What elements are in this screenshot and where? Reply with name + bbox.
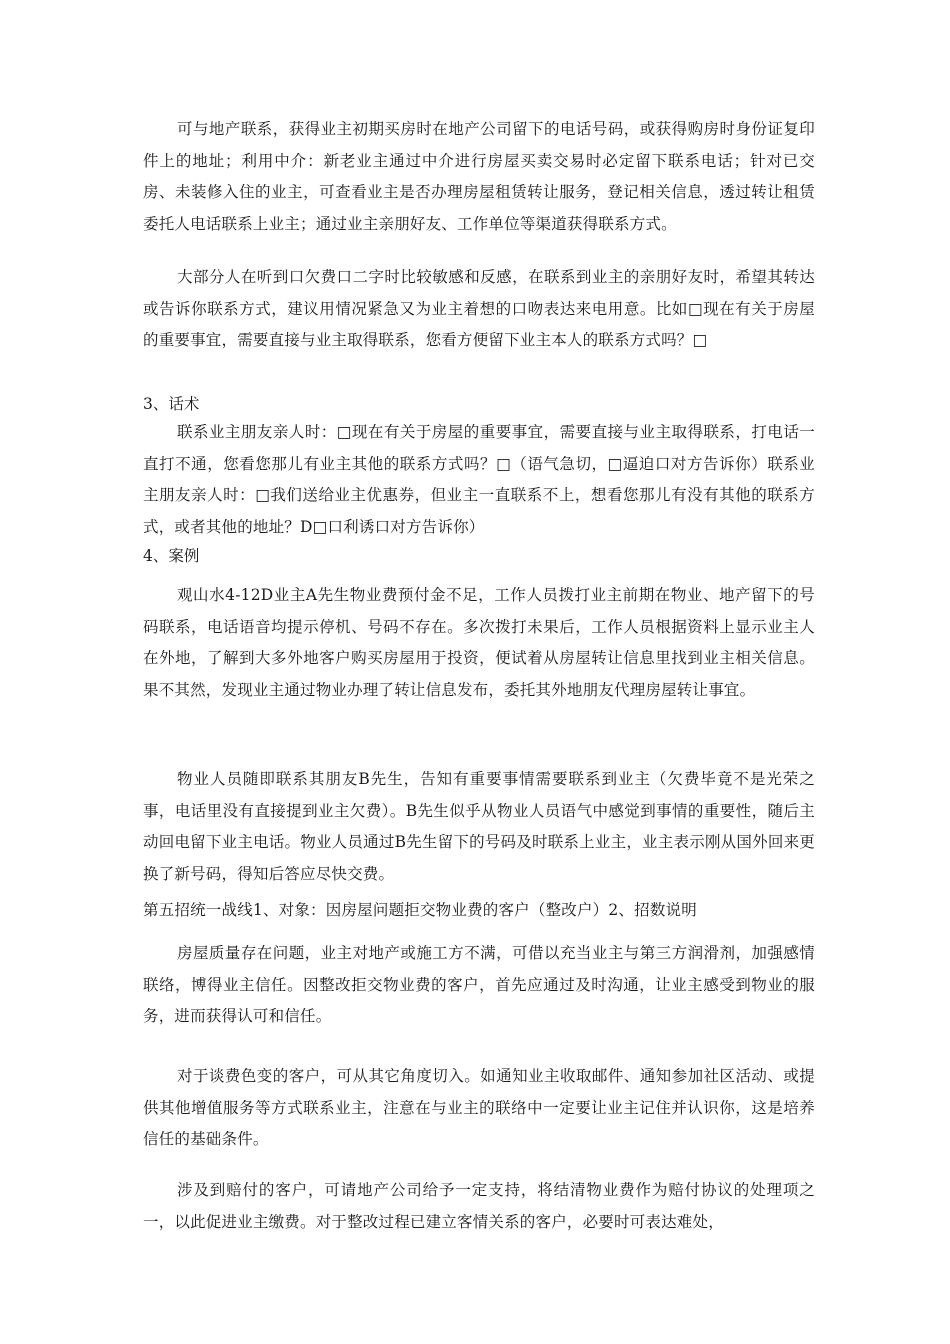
paragraph-alternative-approach: 对于谈费色变的客户，可从其它角度切入。如通知业主收取邮件、通知参加社区活动、或提供其他增值服务等方式联系业主，注意在与业主的联络中一定要让业主记住并认识你，这是培养信任的基础条件。 bbox=[143, 1067, 815, 1148]
heading-script: 3、话术 bbox=[143, 395, 200, 413]
section-heading-united-front: 第五招统一战线1、对象：因房屋问题拒交物业费的客户（整改户）2、招数说明 bbox=[143, 901, 697, 919]
paragraph-case-part1: 观山水4-12D业主A先生物业费预付金不足，工作人员拨打业主前期在物业、地产留下的号码联系，电话语音均提示停机、号码不存在。多次拨打未果后，工作人员根据资料上显示业主人在外地，了解到大多外地客户购买房屋用于投资，便试着从房屋转让信息里找到业主相关信息。果不其然，发现业主通过物业办理了转让信息发布，委托其外地朋友代理房屋转让事宜。 bbox=[143, 586, 815, 699]
paragraph-script: 联系业主朋友亲人时：□现在有关于房屋的重要事宜，需要直接与业主取得联系，打电话一直打不通，您看您那儿有业主其他的联系方式吗？□（语气急切，□逼迫口对方告诉你）联系业主朋友亲人时：□我们送给业主优惠券，但业主一直联系不上，想看您那儿有没有其他的联系方式，或者其他的地址？D□口利诱口对方告诉你） bbox=[143, 423, 815, 536]
paragraph-contact-sources: 可与地产联系，获得业主初期买房时在地产公司留下的电话号码，或获得购房时身份证复印件上的地址；利用中介：新老业主通过中介进行房屋买卖交易时必定留下联系电话；针对已交房、未装修入住的业主，可查看业主是否办理房屋租赁转让服务，登记相关信息，透过转让租赁委托人电话联系上业主；通过业主亲朋好友、工作单位等渠道获得联系方式。 bbox=[143, 120, 815, 233]
paragraph-contact-wording: 大部分人在听到口欠费口二字时比较敏感和反感，在联系到业主的亲朋好友时，希望其转达或告诉你联系方式，建议用情况紧急又为业主着想的口吻表达来电用意。比如□现在有关于房屋的重要事宜，需要直接与业主取得联系，您看方便留下业主本人的联系方式吗？□ bbox=[143, 268, 815, 349]
paragraph-compensation: 涉及到赔付的客户，可请地产公司给予一定支持，将结清物业费作为赔付协议的处理项之一，以此促进业主缴费。对于整改过程已建立客情关系的客户，必要时可表达难处， bbox=[143, 1181, 815, 1231]
heading-case: 4、案例 bbox=[143, 547, 200, 565]
paragraph-quality-issue: 房屋质量存在问题，业主对地产或施工方不满，可借以充当业主与第三方润滑剂，加强感情联络，博得业主信任。因整改拒交物业费的客户，首先应通过及时沟通，让业主感受到物业的服务，进而获得认可和信任。 bbox=[143, 944, 815, 1025]
paragraph-case-part2: 物业人员随即联系其朋友B先生，告知有重要事情需要联系到业主（欠费毕竟不是光荣之事，电话里没有直接提到业主欠费）。B先生似乎从物业人员语气中感觉到事情的重要性，随后主动回电留下业主电话。物业人员通过B先生留下的号码及时联系上业主，业主表示刚从国外回来更换了新号码，得知后答应尽快交费。 bbox=[143, 770, 815, 883]
